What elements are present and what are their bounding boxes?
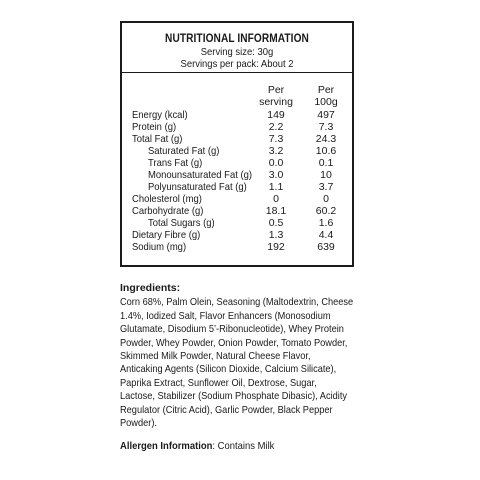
- per-100g-value: 4.4: [318, 229, 334, 241]
- per-100g-value: 10: [320, 169, 332, 181]
- ingredients-text: [120, 296, 356, 430]
- nutrient-row: [122, 229, 352, 241]
- nutrient-row: [122, 169, 352, 181]
- per-100g-value: 639: [317, 241, 335, 253]
- allergen-heading: Allergen Information: [120, 440, 213, 452]
- per-100g-value: 0: [323, 193, 329, 205]
- per-serving-value: 18.1: [265, 205, 287, 217]
- per-100g-value: 24.3: [315, 133, 337, 145]
- nutrient-row: [122, 121, 352, 133]
- nutrient-label: Sodium (mg): [132, 241, 187, 253]
- ingredients-line: Skimmed Milk Powder, Natural Cheese Flavor,: [120, 350, 311, 363]
- ingredients-line: Anticaking Agents (Silicon Dioxide, Calcium Silicate),: [120, 363, 337, 376]
- per-100g-value: 10.6: [315, 145, 337, 157]
- nutrient-row: [122, 181, 352, 193]
- per-100g-value: 7.3: [318, 121, 334, 133]
- servings-per-pack: Servings per pack: About 2: [180, 58, 294, 70]
- nutrient-label: Monounsaturated Fat (g): [148, 169, 253, 181]
- per-serving-value: 3.2: [268, 145, 284, 157]
- column-header-per-serving: [256, 84, 296, 108]
- nutrient-label: Polyunsaturated Fat (g): [148, 181, 247, 193]
- ingredients-heading: Ingredients:: [120, 282, 181, 294]
- header-divider: [122, 72, 352, 73]
- per-serving-value: 149: [267, 109, 285, 121]
- nutrient-label: Dietary Fibre (g): [132, 229, 201, 241]
- ingredients-line: Glutamate, Disodium 5’-Ribonucleotide), Whey Protein: [120, 323, 344, 336]
- per-serving-value: 3.0: [268, 169, 284, 181]
- column-header-line: Per: [317, 84, 335, 96]
- serving-size: Serving size: 30g: [200, 46, 274, 58]
- column-header-line: 100g: [314, 96, 338, 108]
- per-serving-value: 0.0: [268, 157, 284, 169]
- nutrient-row: [122, 133, 352, 145]
- column-header-line: serving: [259, 96, 293, 108]
- column-header-per-100g: [308, 84, 344, 108]
- per-100g-value: 60.2: [315, 205, 337, 217]
- per-100g-value: 1.6: [318, 217, 334, 229]
- ingredients-line: Regulator (Citric Acid), Garlic Powder, Black Pepper: [120, 403, 333, 416]
- per-serving-value: 1.3: [268, 229, 284, 241]
- nutrient-label: Cholesterol (mg): [132, 193, 202, 205]
- nutrient-row: [122, 157, 352, 169]
- ingredients-line: Paprika Extract, Sunflower Oil, Dextrose, Sugar,: [120, 376, 317, 389]
- per-serving-value: 0.5: [268, 217, 284, 229]
- nutrient-row: [122, 217, 352, 229]
- per-100g-value: 0.1: [318, 157, 334, 169]
- nutrient-label: Total Sugars (g): [148, 217, 215, 229]
- ingredients-section: [120, 282, 356, 430]
- ingredients-line: Corn 68%, Palm Olein, Seasoning (Maltodextrin, Cheese: [120, 296, 354, 309]
- ingredients-line: Powder, Whey Powder, Onion Powder, Tomato Powder,: [120, 336, 348, 349]
- nutrient-label: Saturated Fat (g): [148, 145, 220, 157]
- allergen-info: [120, 440, 274, 452]
- per-serving-value: 1.1: [268, 181, 284, 193]
- per-100g-value: 3.7: [318, 181, 334, 193]
- per-100g-value: 497: [317, 109, 335, 121]
- nutrient-row: [122, 205, 352, 217]
- nutrient-row: [122, 193, 352, 205]
- nutrient-row: [122, 241, 352, 253]
- ingredients-line: Lactose, Stabilizer (Sodium Phosphate Dibasic), Acidity: [120, 390, 348, 403]
- nutrient-label: Total Fat (g): [132, 133, 183, 145]
- nutrient-table: [122, 109, 352, 253]
- per-serving-value: 2.2: [268, 121, 284, 133]
- allergen-text: : Contains Milk: [212, 440, 275, 452]
- per-serving-value: 0: [273, 193, 279, 205]
- nutrient-label: Protein (g): [132, 121, 177, 133]
- nutrient-label: Trans Fat (g): [148, 157, 203, 169]
- nutrition-title: NUTRITIONAL INFORMATION: [165, 33, 309, 45]
- per-serving-value: 192: [267, 241, 285, 253]
- nutrient-row: [122, 109, 352, 121]
- column-header-line: Per: [267, 84, 285, 96]
- nutrient-label: Carbohydrate (g): [132, 205, 204, 217]
- per-serving-value: 7.3: [268, 133, 284, 145]
- nutrition-panel: [120, 21, 354, 267]
- ingredients-line: Powder).: [120, 417, 157, 430]
- nutrient-row: [122, 145, 352, 157]
- ingredients-line: 1.4%, Iodized Salt, Flavor Enhancers (Monosodium: [120, 309, 331, 322]
- nutrient-label: Energy (kcal): [132, 109, 188, 121]
